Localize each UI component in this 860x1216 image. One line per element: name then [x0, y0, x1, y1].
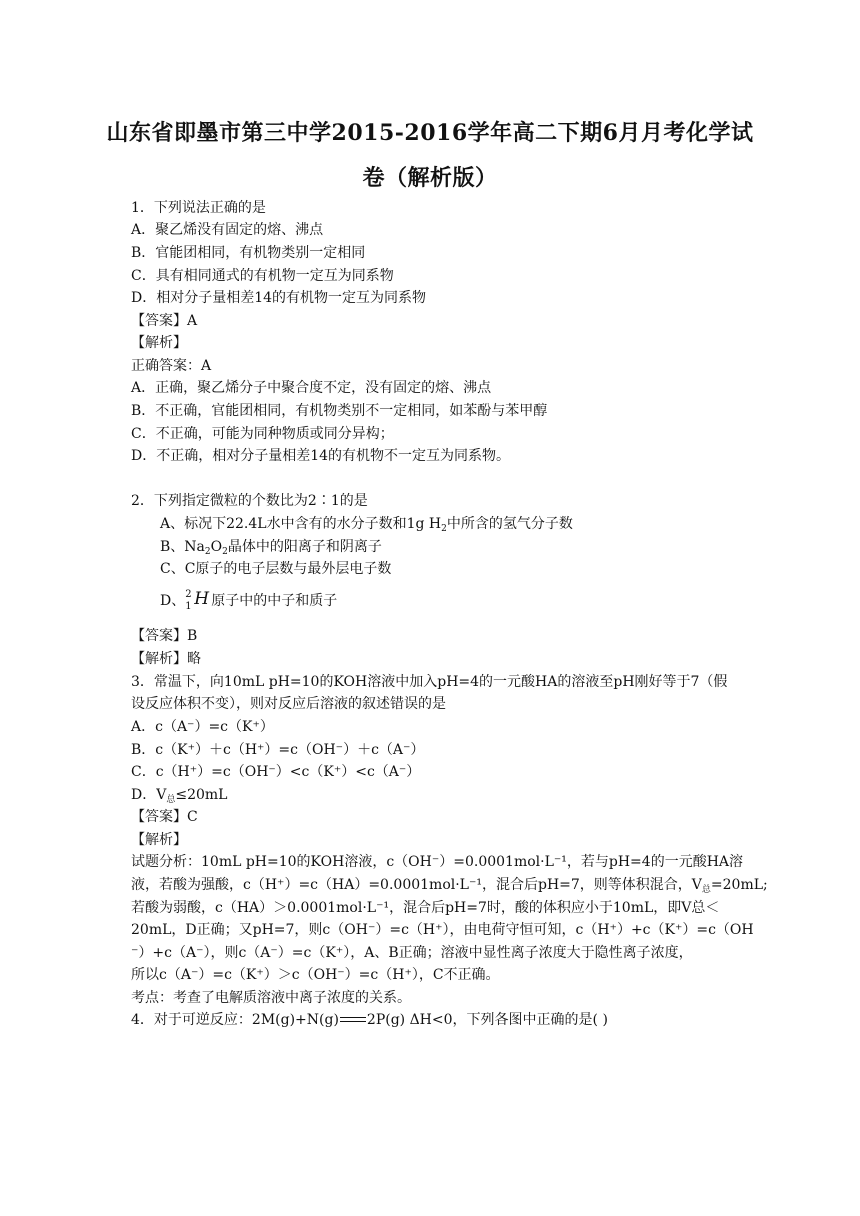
q3-option-c: C．c（H⁺）=c（OH⁻）<c（K⁺）<c（A⁻）	[131, 764, 421, 780]
q3-explanation-line2-text: 液，若酸为强酸，c（H⁺）=c（HA）=0.0001mol·L⁻¹，混合后pH=7，则等体积混合，V	[131, 877, 702, 893]
q2-option-d-label: D、	[160, 593, 186, 609]
q1-option-c: C．具有相同通式的有机物一定互为同系物	[131, 268, 394, 284]
q2-analysis: 【解析】略	[131, 651, 201, 667]
q1-explanation-b: B．不正确，官能团相同，有机物类别不一定相同，如苯酚与苯甲醇	[131, 403, 548, 419]
document-title-line2: 卷（解析版）	[362, 165, 498, 191]
q3-knowledge-point: 考点：考查了电解质溶液中离子浓度的关系。	[131, 990, 411, 1006]
deuterium-nuclide-symbol	[185, 588, 211, 614]
q2-answer: 【答案】B	[131, 628, 198, 644]
q2-option-b-subscript2: 2	[222, 547, 228, 557]
q2-option-a-subscript: 2	[441, 524, 447, 534]
q3-option-a: A．c（A⁻）=c（K⁺）	[131, 719, 274, 735]
q3-explanation-line2	[131, 876, 768, 899]
q2-option-b-oxygen: O	[210, 539, 223, 555]
document-title-line1: 山东省即墨市第三中学2015-2016学年高二下期6月月考化学试	[106, 120, 754, 146]
q2-option-b-text-end: 晶体中的阳离子和阴离子	[227, 539, 382, 555]
equilibrium-arrow-icon	[340, 1016, 366, 1024]
q3-explanation-line6: 所以c（A⁻）=c（K⁺）＞c（OH⁻）=c（H⁺），C不正确。	[131, 967, 500, 983]
q3-option-d-subscript: 总	[166, 795, 176, 805]
q1-explanation-c: C．不正确，可能为同种物质或同分异构；	[131, 426, 394, 442]
q4-stem-text-end: 2P(g) ΔH<0，下列各图中正确的是( )	[366, 1012, 608, 1028]
q1-explanation-a: A．正确，聚乙烯分子中聚合度不定，没有固定的熔、沸点	[131, 380, 492, 396]
q3-option-d-text: D．V	[131, 787, 167, 803]
q1-explanation-d: D．不正确，相对分子量相差14的有机物不一定互为同系物。	[131, 448, 511, 464]
q3-explanation-line2-subscript: 总	[701, 885, 711, 895]
q1-option-a: A．聚乙烯没有固定的熔、沸点	[131, 222, 324, 238]
q3-option-d-text-end: ≤20mL	[175, 787, 228, 803]
q1-stem: 1．下列说法正确的是	[131, 200, 266, 216]
q2-option-b	[160, 538, 382, 561]
q1-option-d: D．相对分子量相差14的有机物一定互为同系物	[131, 290, 427, 306]
q2-option-b-subscript1: 2	[204, 547, 211, 557]
q2-option-c: C、C原子的电子层数与最外层电子数	[160, 561, 392, 577]
q1-answer: 【答案】A	[131, 313, 198, 329]
q3-explanation-line4: 20mL，D正确；又pH=7，则c（OH⁻）=c（H⁺），由电荷守恒可知，c（H⁺）+c（K⁺）=c（OH	[131, 922, 754, 938]
q2-stem: 2．下列指定微粒的个数比为2∶1的是	[131, 493, 368, 509]
q3-explanation-line3: 若酸为弱酸，c（HA）＞0.0001mol·L⁻¹，混合后pH=7时，酸的体积应小于10mL，即V总＜	[131, 900, 720, 916]
q3-explanation-line2-text-end: =20mL;	[710, 877, 768, 893]
q2-option-d	[160, 588, 337, 614]
q4-stem-text: 4．对于可逆反应：2M(g)+N(g)	[131, 1012, 339, 1028]
q3-option-b: B．c（K⁺）＋c（H⁺）=c（OH⁻）＋c（A⁻）	[131, 742, 425, 758]
q2-option-b-text: B、Na	[160, 539, 205, 555]
q3-option-d	[131, 786, 227, 809]
q3-explanation-line5: ⁻）+c（A⁻），则c（A⁻）=c（K⁺），A、B正确；溶液中显性离子浓度大于隐性离子浓度，	[131, 945, 693, 961]
nuclide-mass-number: 2	[185, 589, 192, 600]
q1-correct-answer: 正确答案：A	[131, 358, 212, 374]
q1-analysis-label: 【解析】	[131, 335, 187, 351]
q3-explanation-line1: 试题分析：10mL pH=10的KOH溶液，c（OH⁻）=0.0001mol·L⁻¹，若与pH=4的一元酸HA溶	[131, 854, 744, 870]
q4-stem	[131, 1011, 608, 1029]
nuclide-atomic-number: 1	[185, 601, 192, 612]
q2-option-a-text: A、标况下22.4L水中含有的水分子数和1g H	[160, 516, 442, 532]
q2-option-d-text: 原子中的中子和质子	[211, 593, 338, 609]
q3-stem-line1: 3．常温下，向10mL pH=10的KOH溶液中加入pH=4的一元酸HA的溶液至pH刚好等于7（假	[131, 674, 728, 690]
q2-option-a	[160, 515, 573, 538]
q2-option-a-text-end: 中所含的氢气分子数	[446, 516, 573, 532]
q1-option-b: B．官能团相同，有机物类别一定相同	[131, 245, 366, 261]
nuclide-element-symbol: H	[194, 589, 210, 609]
q3-stem-line2: 设反应体积不变），则对反应后溶液的叙述错误的是	[131, 696, 446, 712]
q3-answer: 【答案】C	[131, 809, 198, 825]
q3-analysis-label: 【解析】	[131, 832, 187, 848]
